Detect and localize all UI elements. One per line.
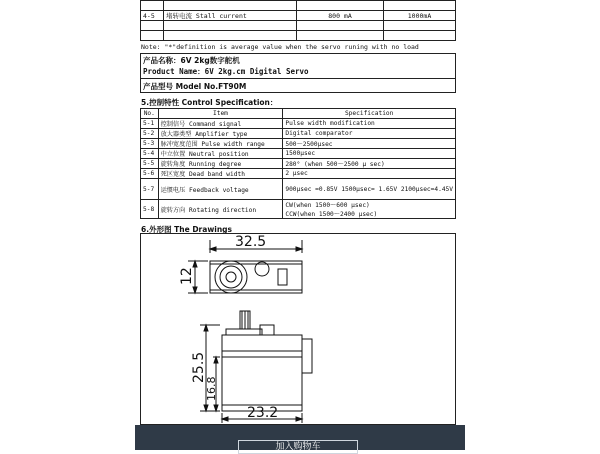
note-text: Note: "*"definition is average value when the servo runing with no load: [141, 43, 419, 51]
table-row: [141, 169, 456, 179]
stall-value-2: 1000mA: [384, 11, 456, 21]
arrow-icon: [210, 247, 216, 251]
table-row: [141, 179, 456, 200]
row-spec-cw: CW(when 1500～600 μsec): [285, 202, 370, 209]
arrow-icon: [193, 287, 197, 293]
spec-table: [140, 108, 456, 219]
arrow-icon: [222, 417, 228, 421]
product-name-cn: 产品名称：6V 2kg数字舵机: [143, 56, 240, 65]
product-name-en: Product Name：6V 2kg.cm Digital Servo: [143, 67, 309, 76]
row-spec: 900μsec =0.85V 1500μsec= 1.65V 2100μsec=4.45V: [283, 179, 456, 200]
row-no: 5-1: [141, 119, 159, 129]
product-model: 产品型号 Model No.FT90M: [143, 82, 247, 91]
servo-shaft: [226, 272, 236, 282]
spec-header-spec: Specification: [283, 109, 456, 119]
row-no: 5-7: [141, 179, 159, 200]
servo-side-body: [222, 335, 302, 405]
stall-current-table: [140, 0, 456, 41]
row-item: 中立位置 Neutral position: [158, 149, 283, 159]
arrow-icon: [204, 325, 208, 331]
stall-item: 堵转电流 Stall current: [164, 11, 297, 21]
servo-gear-cap: [226, 329, 262, 335]
row-item: 放大器类型 Amplifier type: [158, 129, 283, 139]
row-no: 5-5: [141, 159, 159, 169]
table-row: [141, 200, 456, 219]
table-row: [141, 129, 456, 139]
arrow-icon: [296, 417, 302, 421]
dim-label-top-height: 12: [179, 267, 195, 285]
row-spec: 280° (when 500～2500 μ sec): [283, 159, 456, 169]
row-spec: Digital comparator: [283, 129, 456, 139]
row-item: 旋转方向 Rotating direction: [158, 200, 283, 219]
dim-label-body-height: 16.8: [205, 376, 218, 401]
row-spec: 1500μsec: [283, 149, 456, 159]
servo-drawing: [140, 233, 456, 425]
row-no: 5-8: [141, 200, 159, 219]
row-no: 5-3: [141, 139, 159, 149]
servo-gear-inner: [220, 266, 242, 288]
arrow-icon: [193, 261, 197, 267]
spec-section-title: 5.控制特性 Control Specification：: [141, 98, 278, 107]
row-no: 5-2: [141, 129, 159, 139]
spec-header-item: Item: [158, 109, 283, 119]
dim-label-width: 32.5: [235, 234, 267, 250]
row-item: 脉冲宽度范围 Pulse width range: [158, 139, 283, 149]
row-item: 运惯电压 Feedback voltage: [158, 179, 283, 200]
row-spec: [283, 200, 456, 219]
stall-no: 4-5: [141, 11, 164, 21]
spec-header-row: [141, 109, 456, 119]
drawing-section-title: 6.外形图 The Drawings: [141, 225, 232, 234]
row-no: 5-4: [141, 149, 159, 159]
row-item: 旋转角度 Running degree: [158, 159, 283, 169]
add-to-cart-button[interactable]: 加入购物车: [238, 440, 358, 454]
dim-label-side-height: 25.5: [191, 351, 207, 383]
servo-cable-exit: [302, 339, 312, 373]
row-spec: Pulse width modification: [283, 119, 456, 129]
dim-label-base: 23.2: [247, 405, 279, 421]
spec-header-no: No.: [141, 109, 159, 119]
row-item: 死区宽度 Dead band width: [158, 169, 283, 179]
arrow-icon: [214, 357, 218, 363]
table-row: [141, 159, 456, 169]
arrow-icon: [296, 247, 302, 251]
row-spec: 500～2500μsec: [283, 139, 456, 149]
row-no: 5-6: [141, 169, 159, 179]
arrow-icon: [214, 405, 218, 411]
servo-mount-hole: [278, 269, 287, 285]
row-spec-ccw: CCW(when 1500～2400 μsec): [285, 211, 378, 218]
table-row: [141, 149, 456, 159]
row-spec: 2 μsec: [283, 169, 456, 179]
arrow-icon: [204, 405, 208, 411]
table-row: [141, 139, 456, 149]
table-row: [141, 119, 456, 129]
stall-value-1: 800 mA: [297, 11, 384, 21]
row-item: 控制信号 Command signal: [158, 119, 283, 129]
product-divider: [140, 78, 456, 79]
servo-top-inner: [210, 264, 302, 290]
